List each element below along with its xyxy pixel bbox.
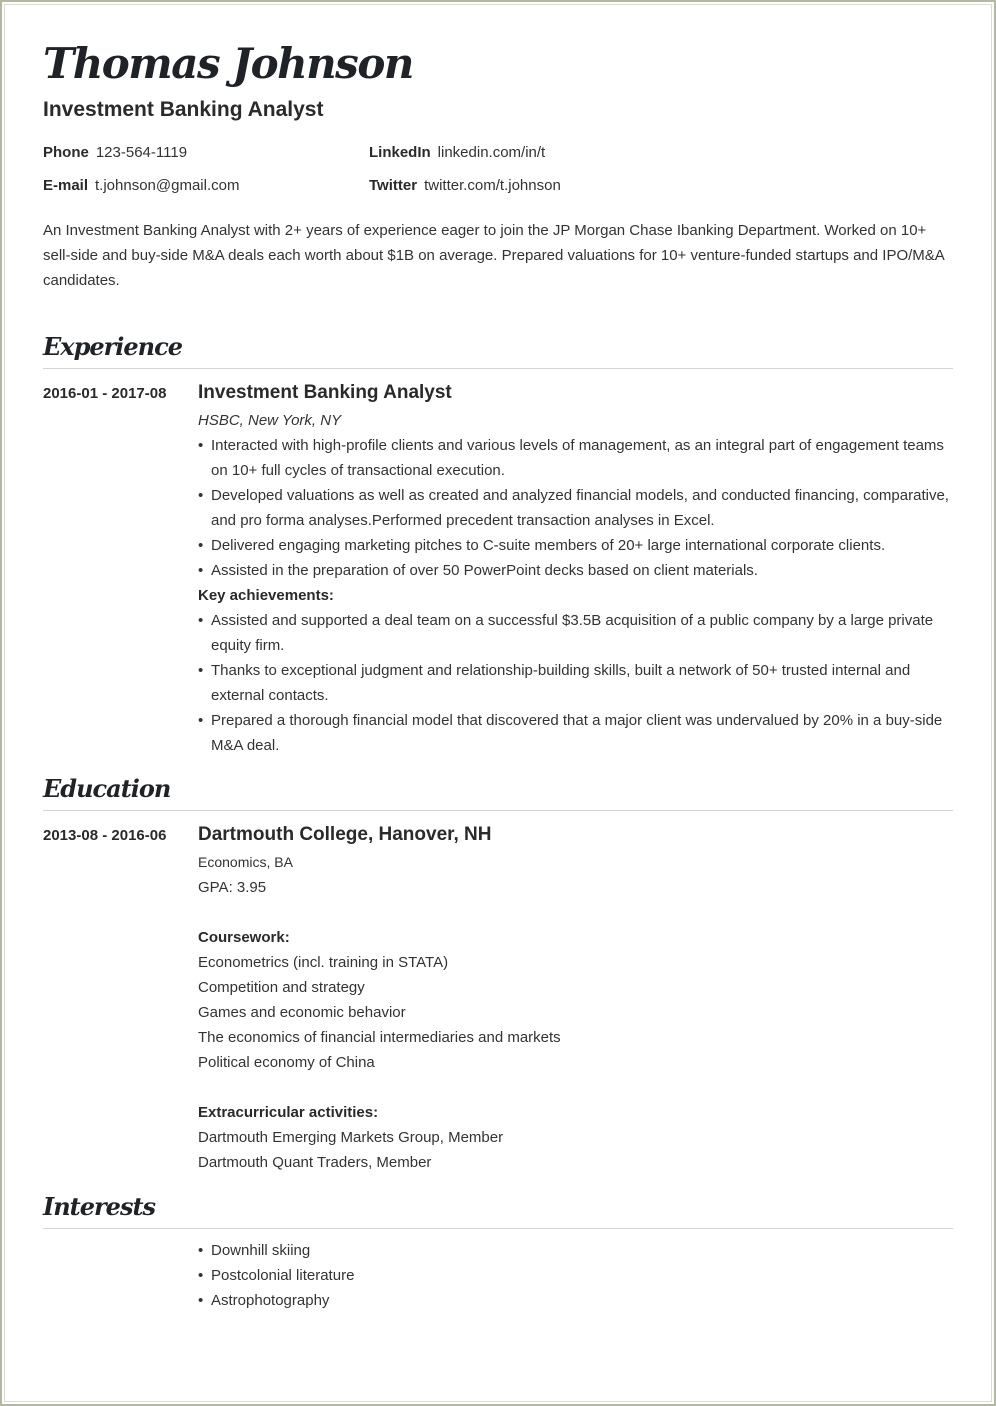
achievements-label: Key achievements: [198,587,334,604]
contact-linkedin [369,143,545,163]
interests-heading: Interests [43,1192,156,1221]
list-item: • Thanks to exceptional judgment and relationship-building skills, built a network of 50+ trusted internal and external contacts. [198,658,953,708]
list-item: • Assisted and supported a deal team on a successful $3.5B acquisition of a public company by a large private equity firm. [198,608,953,658]
course-item: Games and economic behavior [198,1004,406,1021]
linkedin-label: LinkedIn [369,144,431,161]
activity-item: Dartmouth Quant Traders, Member [198,1154,432,1171]
responsibility-list [198,433,953,583]
twitter-value[interactable]: twitter.com/t.johnson [424,177,561,194]
linkedin-value[interactable]: linkedin.com/in/t [437,144,546,161]
list-item: • Downhill skiing [198,1238,953,1263]
candidate-name: Thomas Johnson [43,39,413,88]
job-title: Investment Banking Analyst [198,382,452,403]
course-item: Econometrics (incl. training in STATA) [198,954,449,971]
experience-entry [198,381,953,758]
list-item: • Prepared a thorough financial model that discovered that a major client was undervalued by 20% in a buy-side M&A deal. [198,708,953,758]
phone-value: 123-564-1119 [95,144,188,161]
candidate-title: Investment Banking Analyst [43,98,324,121]
list-item: • Assisted in the preparation of over 50 PowerPoint decks based on client materials. [198,558,953,583]
gpa: GPA: 3.95 [198,879,267,896]
section-divider [43,810,953,811]
activity-item: Dartmouth Emerging Markets Group, Member [198,1129,504,1146]
course-item: The economics of financial intermediaries and markets [198,1029,561,1046]
interests-entry [198,1238,953,1313]
profile-summary: An Investment Banking Analyst with 2+ years of experience eager to join the JP Morgan Chase Ibanking Department. Worked on 10+ sell-side and buy-side M&A deals each worth about $1B on average. Prepared valuations for 10+ venture-funded startups and IPO/M&A candidates. [43,222,944,289]
twitter-label: Twitter [369,177,418,194]
course-item: Competition and strategy [198,979,365,996]
experience-dates: 2016-01 - 2017-08 [43,385,167,402]
degree: Economics, BA [198,854,293,870]
list-item: • Astrophotography [198,1288,953,1313]
school-name: Dartmouth College, Hanover, NH [198,824,492,845]
list-item: • Postcolonial literature [198,1263,953,1288]
phone-label: Phone [43,144,89,161]
interests-list [198,1238,953,1313]
activities-label: Extracurricular activities: [198,1104,379,1121]
coursework-label: Coursework: [198,929,290,946]
contact-email [43,176,239,196]
interests-section-header [43,1192,953,1229]
education-entry [198,823,953,1175]
achievement-list [198,608,953,758]
education-heading: Education [43,774,171,803]
list-item: • Delivered engaging marketing pitches to C-suite members of 20+ large international corporate clients. [198,533,953,558]
education-section-header [43,774,953,811]
company-location: HSBC, New York, NY [198,412,342,429]
contact-phone [43,143,187,163]
list-item: • Developed valuations as well as created and analyzed financial models, and conducted financing, comparative, and pro forma analyses.Performed precedent transaction analyses in Excel. [198,483,953,533]
experience-section-header [43,332,953,369]
experience-heading: Experience [43,332,183,361]
spacer [198,1075,953,1100]
contact-twitter [369,176,561,196]
email-value[interactable]: t.johnson@gmail.com [95,177,240,194]
section-divider [43,368,953,369]
email-label: E-mail [43,177,89,194]
education-dates: 2013-08 - 2016-06 [43,827,167,844]
course-item: Political economy of China [198,1054,375,1071]
section-divider [43,1228,953,1229]
spacer [198,900,953,925]
list-item: • Interacted with high-profile clients and various levels of management, as an integral part of engagement teams on 10+ full cycles of transactional execution. [198,433,953,483]
